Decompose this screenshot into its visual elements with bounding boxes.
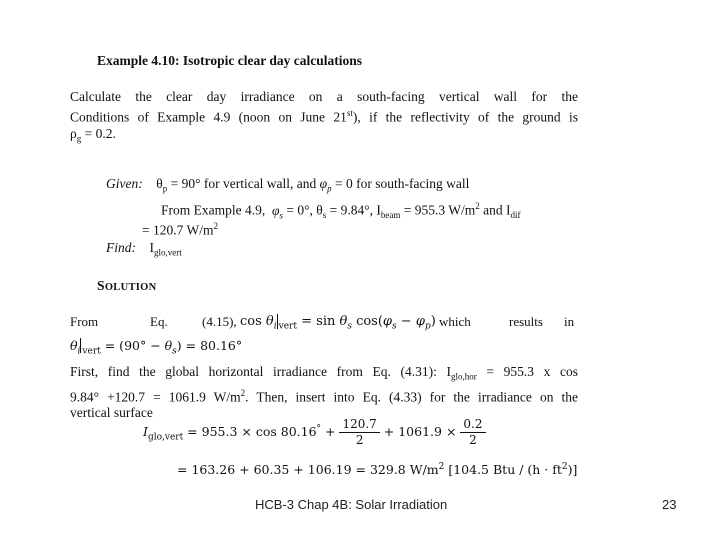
theta-result: $\theta_i$ $_{vert} = (90^\circ - \theta_s) = 80.16^\circ$ [70,338,243,357]
given-line-3: = 120.7 $W/m^2$ [142,221,218,238]
fraction-1: $\frac{120.7}{2}$ [339,417,379,448]
fraction-2: $\frac{0.2}{2}$ [460,417,485,448]
problem-statement [70,89,578,146]
from-eq-line: From Eq. (4.15), $\cos \theta_i$ $_{vert} = \sin \theta_s$ $\cos(\varphi_s - \varphi_p)$ which results in [70,314,575,332]
given-line-1: Given: $\theta_p = 90^\circ$ for vertical wall, and $\varphi_p = 0$ for south-facing wall [106,176,470,194]
global-line-3: vertical surface [70,405,153,421]
problem-line-2: Conditions of Example 4.9 (noon on June 21st), if the reflectivity of the ground is [70,108,578,125]
global-paragraph [70,364,578,421]
example-title: Example 4.10: Isotropic clear day calculations [97,53,362,68]
global-line-2: 9.84° +120.7 = 1061.9 $W/m^2$. Then, insert into Eq. (4.33) for the irradiance on the [70,387,578,405]
page-number: 23 [662,497,677,512]
find-label: Find: [106,240,136,255]
solution-heading: SOLUTION [97,278,157,293]
find-line: Find: $I_{glo,vert}$ [106,240,182,258]
given-label: Given: [106,176,143,191]
problem-line-1: Calculate the clear day irradiance on a south-facing vertical wall for the [70,89,578,104]
footer-text: HCB-3 Chap 4B: Solar Irradiation [255,497,448,512]
global-line-1: First, find the global horizontal irradiance from Eq. (4.31): $I_{glo,hor} = 955.3$ x cos [70,364,578,382]
equation-1: $I_{glo,vert} = 955.3 \times \cos 80.16^\circ$ + $\frac{120.7}{2}$ + 1061.9 × $\frac{0.2}{2}$ [143,417,486,448]
problem-line-3: $\rho_g = 0.2$. [70,125,116,144]
equation-2: = 163.26 + 60.35 + 106.19 = 329.8 $W/m^2$ [104.5 Btu / $(h \cdot ft^2)$] [177,462,578,478]
given-line-2: From Example 4.9, $\varphi_s = 0^\circ$, $\theta_s = 9.84^\circ$, $I_{beam} = 955.3$ $W/m^2$ and $I_{dif}$ [161,201,521,221]
